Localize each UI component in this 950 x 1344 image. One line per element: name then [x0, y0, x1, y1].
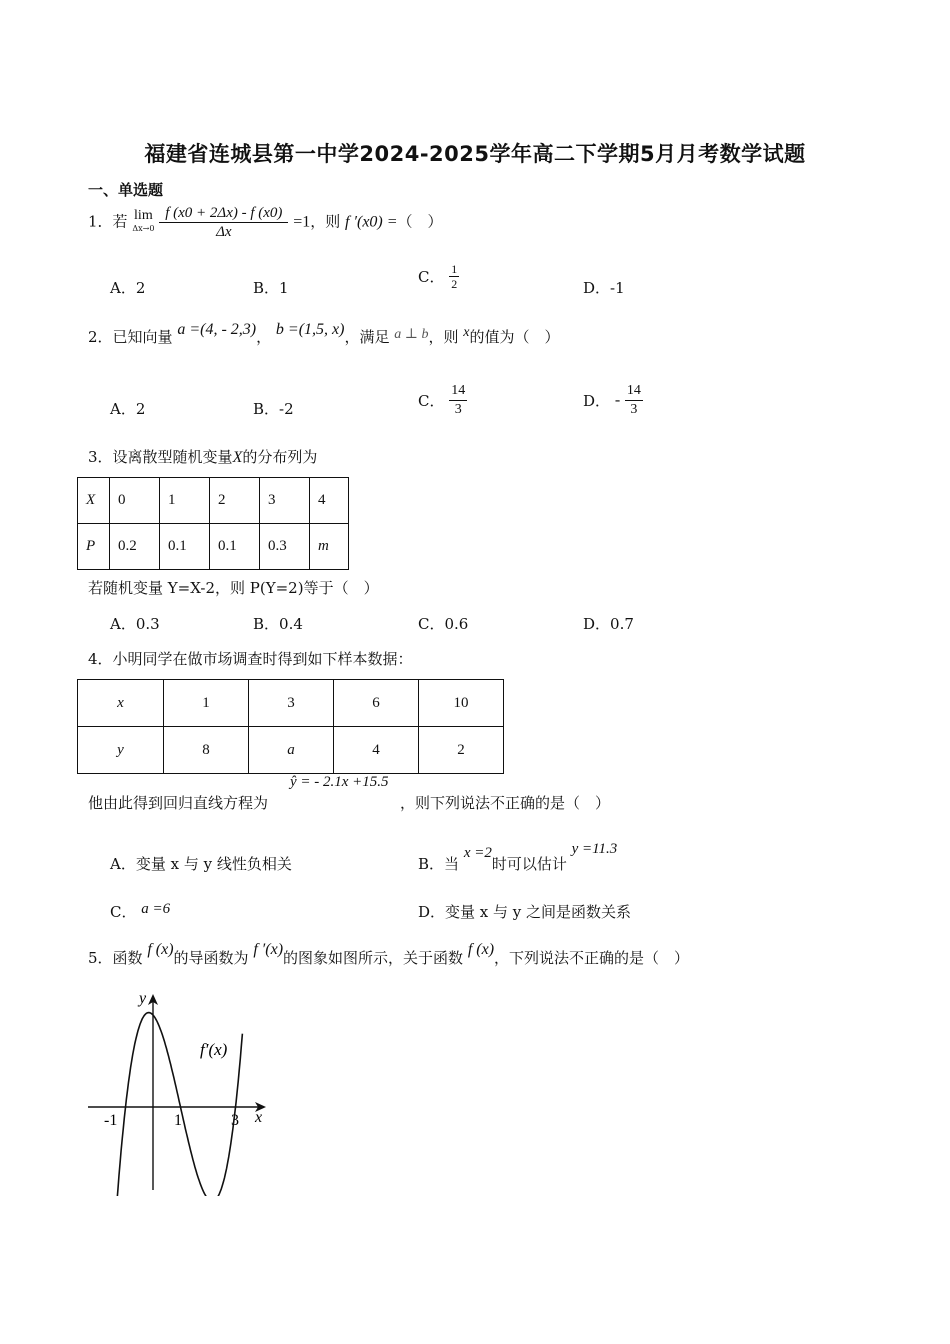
- option-a[interactable]: A．0.3: [110, 615, 160, 633]
- fraction-denominator: Δx: [216, 224, 232, 240]
- question-text: 设离散型随机变量: [112, 448, 233, 466]
- option-label: C．: [110, 903, 137, 921]
- answer-blank: （ ）: [397, 212, 443, 231]
- section-heading: 一、单选题: [88, 181, 164, 199]
- distribution-table: [77, 477, 349, 570]
- question-number: 2．: [88, 328, 113, 346]
- question-3: [88, 446, 317, 467]
- question-text: 若随机变量 Y=X-2，则 P(Y=2)等于（ ）: [88, 579, 379, 597]
- table-cell: 1: [164, 680, 249, 727]
- vector-a: a =(4, - 2,3): [177, 321, 257, 338]
- option-b[interactable]: B．1: [253, 279, 289, 297]
- math-expression: x =2: [463, 845, 492, 861]
- table-cell: 0.2: [110, 524, 160, 570]
- table-cell: 4: [334, 727, 419, 774]
- question-number: 3．: [88, 448, 113, 466]
- page-title: 福建省连城县第一中学2024-2025学年高二下学期5月月考数学试题: [144, 142, 806, 166]
- question-text: 小明同学在做市场调查时得到如下样本数据：: [112, 650, 413, 668]
- math-expression: a =6: [141, 901, 171, 917]
- table-cell: 10: [419, 680, 504, 727]
- question-text: ，则: [310, 212, 341, 231]
- table-cell: 4: [310, 478, 349, 524]
- derivative-expression: f ′(x): [253, 941, 284, 958]
- option-label: D．: [583, 392, 611, 410]
- vector-b: b =(1,5, x): [275, 321, 345, 338]
- option-c[interactable]: [418, 382, 467, 419]
- question-text: 已知向量: [112, 328, 173, 346]
- fraction-denominator: 3: [454, 402, 462, 417]
- question-number: 1．: [88, 212, 113, 231]
- option-b[interactable]: B．-2: [253, 400, 294, 418]
- table-cell: 0.3: [260, 524, 310, 570]
- option-text: 时可以估计: [491, 855, 567, 873]
- table-cell: 3: [260, 478, 310, 524]
- math-expression: y =11.3: [571, 841, 618, 857]
- question-1: [88, 204, 443, 241]
- y-axis-label: y: [139, 990, 147, 1007]
- x-axis-label: x: [255, 1109, 263, 1126]
- option-d[interactable]: [583, 382, 643, 419]
- question-text: 他由此得到回归直线方程为: [88, 794, 269, 812]
- limit-fraction: [159, 204, 288, 241]
- tick-label-3: 3: [231, 1112, 239, 1129]
- option-label: C．: [418, 392, 445, 410]
- question-text: ，则: [428, 328, 459, 346]
- option-d[interactable]: D．0.7: [583, 615, 634, 633]
- option-b[interactable]: B．0.4: [253, 615, 303, 633]
- table-cell: 0: [110, 478, 160, 524]
- question-text: 函数: [112, 949, 143, 967]
- fraction-denominator: 2: [451, 277, 458, 291]
- option-d[interactable]: D．-1: [583, 279, 625, 297]
- option-fraction: [449, 382, 467, 419]
- table-cell: 2: [419, 727, 504, 774]
- fraction-denominator: 3: [630, 402, 638, 417]
- option-label: C．: [418, 268, 445, 286]
- function-expression: f (x): [467, 941, 495, 958]
- table-cell: X: [78, 478, 110, 524]
- question-text: 的分布列为: [242, 448, 318, 466]
- table-cell: 8: [164, 727, 249, 774]
- table-cell: P: [78, 524, 110, 570]
- table-cell: 0.1: [160, 524, 210, 570]
- question-5: [88, 941, 690, 968]
- table-cell: a: [249, 727, 334, 774]
- separator: ，: [256, 328, 272, 346]
- derivative-expression: f ′(x0) =: [345, 213, 398, 231]
- limit-operator: [132, 210, 154, 235]
- tick-label-1: 1: [174, 1112, 182, 1129]
- question-text: ，下列说法不正确的是（ ）: [494, 949, 690, 967]
- option-a[interactable]: A．2: [110, 400, 146, 418]
- tick-label-minus-1: -1: [104, 1112, 118, 1129]
- option-d[interactable]: D．变量 x 与 y 之间是函数关系: [418, 903, 632, 921]
- question-text: ，则下列说法不正确的是（ ）: [400, 794, 611, 812]
- table-cell: y: [78, 727, 164, 774]
- table-cell: 2: [210, 478, 260, 524]
- fraction-numerator: 14: [449, 382, 467, 401]
- question-4: [88, 648, 413, 669]
- fraction-numerator: 14: [625, 382, 643, 401]
- table-cell: x: [78, 680, 164, 727]
- table-cell: 0.1: [210, 524, 260, 570]
- variable-x: X: [232, 449, 243, 466]
- option-c[interactable]: [110, 901, 170, 922]
- question-2: [88, 321, 560, 347]
- table-row: [78, 478, 349, 524]
- option-fraction: [449, 262, 459, 291]
- table-row: [78, 727, 504, 774]
- perpendicular-condition: a ⊥ b: [394, 327, 429, 342]
- option-a[interactable]: A．2: [110, 279, 146, 297]
- curve-label: f′(x): [200, 1040, 228, 1059]
- fraction-numerator: 1: [451, 262, 458, 276]
- option-fraction: [625, 382, 643, 419]
- table-cell: m: [310, 524, 349, 570]
- table-cell: 1: [160, 478, 210, 524]
- option-c[interactable]: [418, 262, 459, 291]
- option-a[interactable]: A．变量 x 与 y 线性负相关: [110, 855, 292, 873]
- equation-value: =1: [293, 213, 311, 231]
- question-text: ，满足: [344, 328, 390, 346]
- regression-equation: ŷ = - 2.1x +15.5: [290, 774, 389, 790]
- option-b[interactable]: [418, 841, 618, 874]
- question-text: 若: [112, 212, 128, 231]
- variable-x: x: [463, 325, 470, 340]
- sample-data-table: [77, 679, 504, 774]
- question-text: 的值为（ ）: [469, 328, 560, 346]
- derivative-graph: [84, 986, 284, 1196]
- question-number: 5．: [88, 949, 113, 967]
- question-text: 的图象如图所示，关于函数: [283, 949, 464, 967]
- question-text: 的导函数为: [173, 949, 249, 967]
- table-row: [78, 680, 504, 727]
- function-expression: f (x): [147, 941, 174, 958]
- question-number: 4．: [88, 650, 113, 668]
- table-cell: 6: [334, 680, 419, 727]
- table-cell: 3: [249, 680, 334, 727]
- minus-sign: -: [614, 391, 621, 409]
- fraction-numerator: f (x0 + 2Δx) - f (x0): [159, 204, 288, 223]
- lim-subscript: Δx→0: [132, 224, 155, 233]
- option-c[interactable]: C．0.6: [418, 615, 469, 633]
- lim-label: lim: [134, 208, 153, 223]
- option-label: B．当: [418, 855, 460, 873]
- table-row: [78, 524, 349, 570]
